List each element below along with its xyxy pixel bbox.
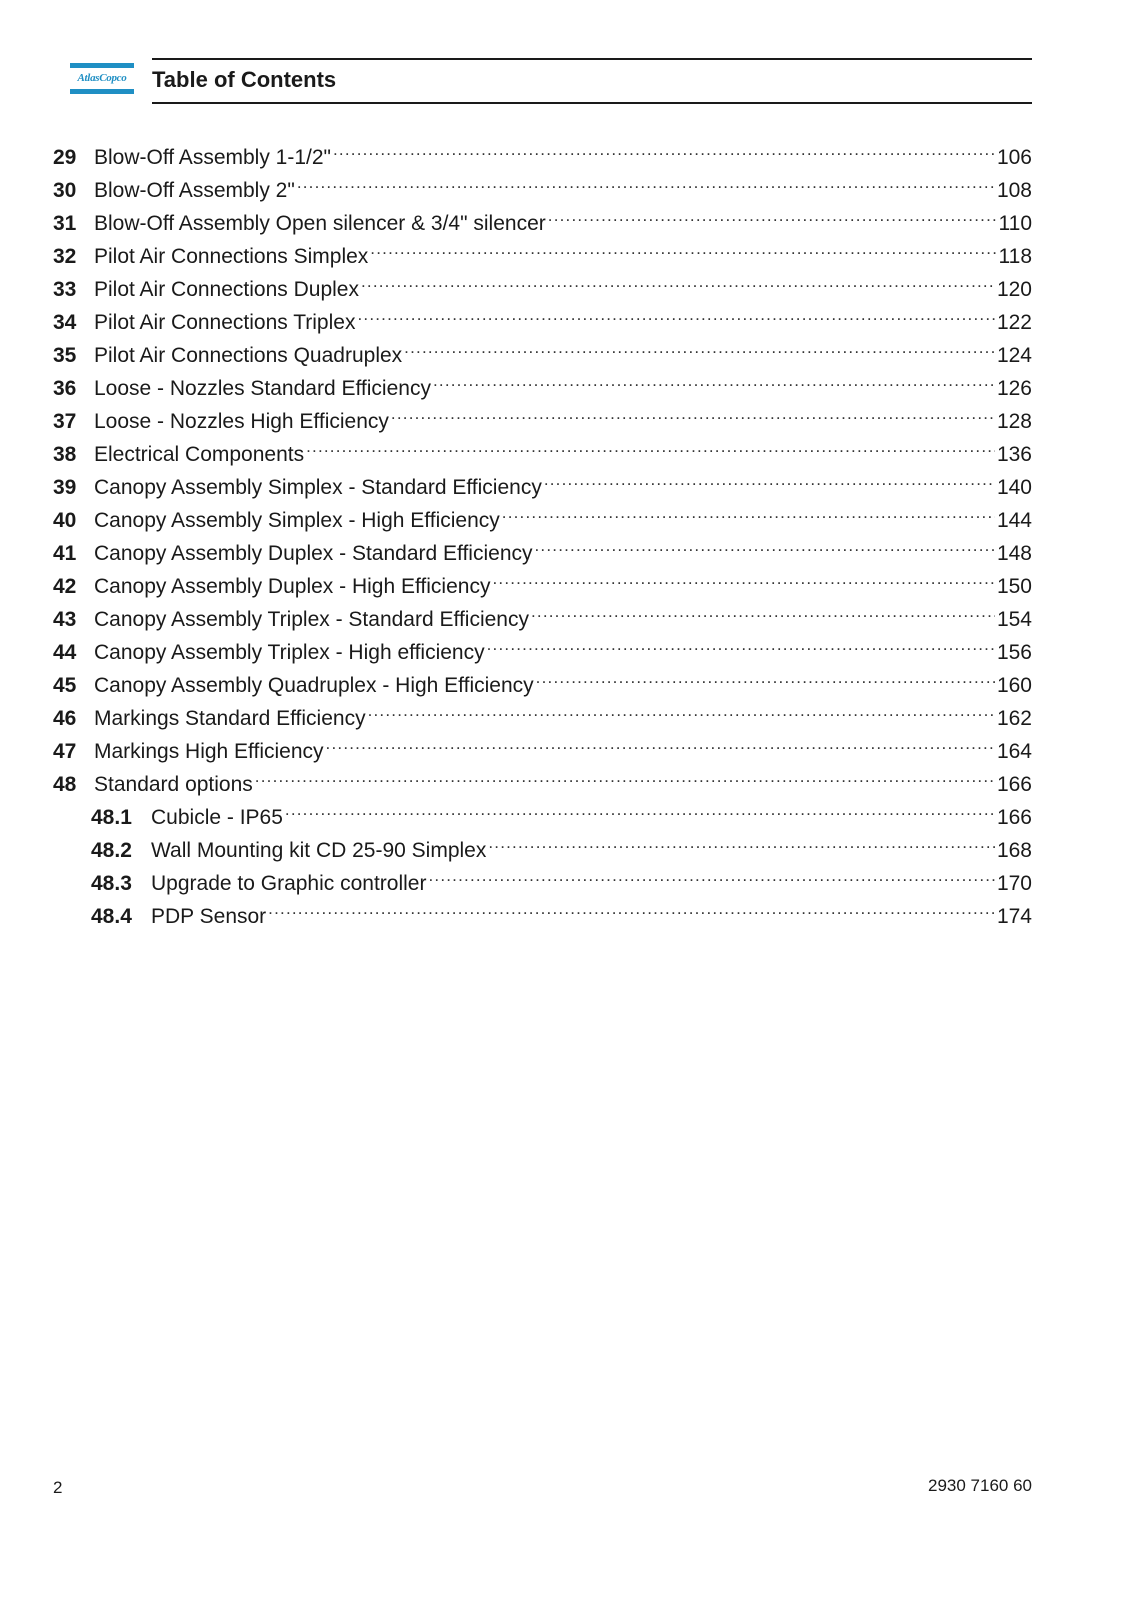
toc-subentry[interactable] [53, 895, 1032, 928]
toc-entry-number: 48.3 [91, 872, 132, 895]
toc-entry-page[interactable]: 136 [996, 443, 1032, 466]
toc-entry[interactable] [53, 466, 1032, 499]
toc-dot-leader [255, 763, 995, 791]
toc-entry-number: 43 [53, 608, 77, 631]
toc-entry[interactable] [53, 697, 1032, 730]
toc-entry[interactable] [53, 268, 1032, 301]
toc-entry-title[interactable]: Pilot Air Connections Triplex [94, 311, 356, 334]
toc-entry-page[interactable]: 164 [996, 740, 1032, 763]
toc-entry-number: 48 [53, 773, 77, 796]
toc-entry-number: 41 [53, 542, 77, 565]
toc-entry-number: 29 [53, 146, 77, 169]
toc-dot-leader [531, 598, 995, 626]
toc-entry-title[interactable]: Pilot Air Connections Simplex [94, 245, 369, 268]
toc-entry-number: 40 [53, 509, 77, 532]
toc-entry-number: 46 [53, 707, 77, 730]
logo-bar-bottom [70, 89, 134, 94]
toc-dot-leader [535, 532, 995, 560]
toc-entry-title[interactable]: Blow-Off Assembly Open silencer & 3/4" silencer [94, 212, 546, 235]
page-number: 2 [53, 1478, 63, 1497]
toc-entry[interactable] [53, 664, 1032, 697]
toc-entry-page[interactable]: 120 [996, 278, 1032, 301]
toc-entry-title[interactable]: Canopy Assembly Simplex - Standard Efficiency [94, 476, 542, 499]
toc-entry-number: 47 [53, 740, 77, 763]
toc-entry-number: 35 [53, 344, 77, 367]
toc-entry[interactable] [53, 235, 1032, 268]
toc-entry-page[interactable]: 166 [996, 806, 1032, 829]
toc-entry[interactable] [53, 598, 1032, 631]
toc-entry-page[interactable]: 160 [996, 674, 1032, 697]
toc-entry-page[interactable]: 150 [996, 575, 1032, 598]
toc-entry[interactable] [53, 202, 1032, 235]
toc-entry-title[interactable]: Canopy Assembly Duplex - Standard Efficiency [94, 542, 533, 565]
toc-dot-leader [357, 301, 994, 329]
toc-entry-number: 48.4 [91, 905, 132, 928]
toc-entry-page[interactable]: 118 [998, 245, 1032, 268]
toc-entry-number: 42 [53, 575, 77, 598]
toc-dot-leader [492, 565, 994, 593]
toc-entry[interactable] [53, 532, 1032, 565]
toc-entry[interactable] [53, 367, 1032, 400]
toc-entry-page[interactable]: 156 [996, 641, 1032, 664]
toc-entry[interactable] [53, 433, 1032, 466]
toc-entry-title[interactable]: Pilot Air Connections Quadruplex [94, 344, 403, 367]
toc-entry[interactable] [53, 334, 1032, 367]
toc-entry[interactable] [53, 136, 1032, 169]
toc-entry[interactable] [53, 763, 1032, 796]
table-of-contents [53, 136, 1032, 928]
toc-subentry[interactable] [53, 862, 1032, 895]
toc-dot-leader [268, 895, 995, 923]
toc-entry-page[interactable]: 122 [996, 311, 1032, 334]
toc-entry-title[interactable]: Loose - Nozzles Standard Efficiency [94, 377, 431, 400]
toc-entry-page[interactable]: 174 [996, 905, 1032, 928]
toc-entry-number: 31 [53, 212, 77, 235]
toc-entry-title[interactable]: Canopy Assembly Quadruplex - High Efficiency [94, 674, 534, 697]
toc-entry-number: 37 [53, 410, 77, 433]
toc-entry-title[interactable]: Pilot Air Connections Duplex [94, 278, 359, 301]
toc-dot-leader [285, 796, 995, 824]
toc-dot-leader [433, 367, 995, 395]
toc-entry-page[interactable]: 154 [996, 608, 1032, 631]
toc-entry-page[interactable]: 144 [996, 509, 1032, 532]
toc-entry-number: 33 [53, 278, 77, 301]
title-area [152, 58, 1032, 104]
page-title: Table of Contents [152, 67, 337, 92]
toc-entry[interactable] [53, 169, 1032, 202]
toc-dot-leader [361, 268, 995, 296]
atlas-copco-logo [70, 63, 134, 95]
toc-entry-title[interactable]: Standard options [94, 773, 253, 796]
toc-dot-leader [428, 862, 994, 890]
toc-dot-leader [487, 631, 995, 659]
toc-dot-leader [391, 400, 995, 428]
toc-entry-title[interactable]: Markings Standard Efficiency [94, 707, 366, 730]
toc-entry-number: 48.1 [91, 806, 132, 829]
toc-dot-leader [297, 169, 995, 197]
toc-entry-title[interactable]: Loose - Nozzles High Efficiency [94, 410, 389, 433]
toc-entry[interactable] [53, 499, 1032, 532]
toc-entry-page[interactable]: 148 [996, 542, 1032, 565]
toc-entry-title[interactable]: Canopy Assembly Simplex - High Efficiency [94, 509, 500, 532]
toc-entry[interactable] [53, 400, 1032, 433]
toc-subentry[interactable] [53, 829, 1032, 862]
toc-entry-page[interactable]: 106 [996, 146, 1032, 169]
toc-entry-title[interactable]: Canopy Assembly Triplex - High efficiency [94, 641, 485, 664]
toc-dot-leader [368, 697, 995, 725]
toc-dot-leader [306, 433, 995, 461]
toc-entry-title[interactable]: Blow-Off Assembly 1-1/2" [94, 146, 331, 169]
toc-entry-number: 34 [53, 311, 77, 334]
toc-dot-leader [502, 499, 995, 527]
toc-entry-title[interactable]: Cubicle - IP65 [151, 806, 283, 829]
page-header [70, 58, 1032, 102]
toc-entry-title[interactable]: PDP Sensor [151, 905, 267, 928]
toc-entry-number: 36 [53, 377, 77, 400]
toc-entry-number: 32 [53, 245, 77, 268]
toc-entry-title[interactable]: Canopy Assembly Triplex - Standard Efficiency [94, 608, 529, 631]
toc-entry[interactable] [53, 565, 1032, 598]
toc-dot-leader [544, 466, 995, 494]
toc-entry-title[interactable]: Wall Mounting kit CD 25-90 Simplex [151, 839, 487, 862]
toc-entry-title[interactable]: Electrical Components [94, 443, 305, 466]
toc-entry-number: 45 [53, 674, 77, 697]
logo-text: AtlasCopco [77, 72, 127, 84]
toc-entry[interactable] [53, 301, 1032, 334]
toc-entry-title[interactable]: Canopy Assembly Duplex - High Efficiency [94, 575, 491, 598]
logo-bar-top [70, 63, 134, 68]
toc-entry-page[interactable]: 110 [998, 212, 1032, 235]
toc-subentry[interactable] [53, 796, 1032, 829]
toc-dot-leader [404, 334, 995, 362]
toc-dot-leader [326, 730, 995, 758]
toc-entry-page[interactable]: 108 [996, 179, 1032, 202]
toc-entry-page[interactable]: 168 [996, 839, 1032, 862]
toc-entry-number: 39 [53, 476, 77, 499]
toc-entry-page[interactable]: 128 [996, 410, 1032, 433]
toc-entry-page[interactable]: 170 [996, 872, 1032, 895]
toc-entry-number: 38 [53, 443, 77, 466]
toc-entry-number: 30 [53, 179, 77, 202]
toc-entry-page[interactable]: 126 [996, 377, 1032, 400]
toc-dot-leader [548, 202, 997, 230]
toc-dot-leader [333, 136, 995, 164]
toc-dot-leader [370, 235, 996, 263]
toc-entry-page[interactable]: 124 [996, 344, 1032, 367]
toc-entry-number: 48.2 [91, 839, 132, 862]
document-number: 2930 7160 60 [928, 1476, 1032, 1495]
toc-dot-leader [536, 664, 995, 692]
toc-dot-leader [488, 829, 995, 857]
toc-entry-page[interactable]: 140 [996, 476, 1032, 499]
toc-entry[interactable] [53, 730, 1032, 763]
toc-entry-page[interactable]: 162 [996, 707, 1032, 730]
toc-entry-number: 44 [53, 641, 77, 664]
toc-entry-title[interactable]: Blow-Off Assembly 2" [94, 179, 295, 202]
toc-entry[interactable] [53, 631, 1032, 664]
toc-entry-title[interactable]: Upgrade to Graphic controller [151, 872, 427, 895]
toc-entry-title[interactable]: Markings High Efficiency [94, 740, 324, 763]
toc-entry-page[interactable]: 166 [996, 773, 1032, 796]
